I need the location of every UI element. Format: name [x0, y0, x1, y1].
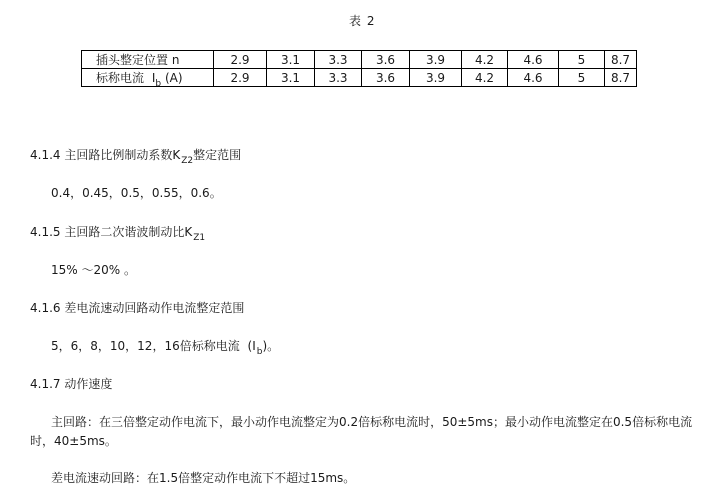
- row-label-unit: (A): [164, 71, 183, 85]
- table-cell: 4.6: [508, 51, 559, 69]
- body-symbol: (I: [247, 339, 256, 353]
- section-body-4-1-5: 15% ～20% 。: [51, 263, 136, 277]
- table-cell: 3.1: [267, 51, 315, 69]
- table-cell: 3.6: [362, 69, 410, 87]
- body-text: 5，6，8，10，12，16倍标称电流: [51, 339, 240, 353]
- heading-subscript: Z2: [181, 156, 194, 166]
- section-body-4-1-6: [51, 336, 279, 358]
- row-label-symbol: I: [151, 71, 156, 85]
- table-row: [82, 69, 637, 87]
- section-heading-4-1-7: 4.1.7 动作速度: [30, 377, 113, 391]
- table-cell: 5: [559, 51, 605, 69]
- table-cell: 3.9: [410, 51, 462, 69]
- row-label: 插头整定位置: [96, 53, 169, 67]
- table-caption: 表 2: [349, 14, 376, 28]
- heading-text: 4.1.4 主回路比例制动系数K: [30, 148, 181, 162]
- heading-subscript: Z1: [193, 233, 206, 243]
- section-heading-4-1-5: [30, 222, 205, 244]
- section-heading-4-1-6: 4.1.6 差电流速动回路动作电流整定范围: [30, 301, 245, 315]
- table-cell: 3.3: [315, 51, 362, 69]
- table-cell: 4.2: [462, 69, 508, 87]
- section-body-4-1-4: 0.4，0.45，0.5，0.55，0.6。: [51, 186, 222, 200]
- table-cell: 8.7: [605, 69, 637, 87]
- heading-tail: 整定范围: [193, 148, 242, 162]
- table-cell: 4.2: [462, 51, 508, 69]
- section-body-4-1-7-line2: 时，40±5ms。: [30, 434, 117, 448]
- row-header-rated-current: [82, 69, 214, 87]
- section-body-4-1-7-para2: 差电流速动回路：在1.5倍整定动作电流下不超过15ms。: [51, 471, 356, 485]
- body-tail: )。: [262, 339, 280, 353]
- table-cell: 3.6: [362, 51, 410, 69]
- table-cell: 3.9: [410, 69, 462, 87]
- setting-table: [81, 50, 637, 87]
- row-header-tap-position: [82, 51, 214, 69]
- section-heading-4-1-4: [30, 145, 241, 167]
- table-row: [82, 51, 637, 69]
- heading-text: 4.1.5 主回路二次谐波制动比K: [30, 225, 193, 239]
- body-symbol-sub: b: [256, 347, 263, 357]
- table-cell: 3.1: [267, 69, 315, 87]
- table-cell: 2.9: [214, 51, 267, 69]
- row-label-suffix: n: [171, 53, 180, 67]
- table-cell: 4.6: [508, 69, 559, 87]
- row-label-symbol-sub: b: [155, 79, 162, 89]
- table-cell: 5: [559, 69, 605, 87]
- row-label: 标称电流: [96, 71, 145, 85]
- table-cell: 8.7: [605, 51, 637, 69]
- section-body-4-1-7-line1: 主回路：在三倍整定动作电流下，最小动作电流整定为0.2倍标称电流时，50±5ms；最小动作电流整定在0.5倍标称电流: [51, 415, 693, 429]
- table-cell: 2.9: [214, 69, 267, 87]
- table-cell: 3.3: [315, 69, 362, 87]
